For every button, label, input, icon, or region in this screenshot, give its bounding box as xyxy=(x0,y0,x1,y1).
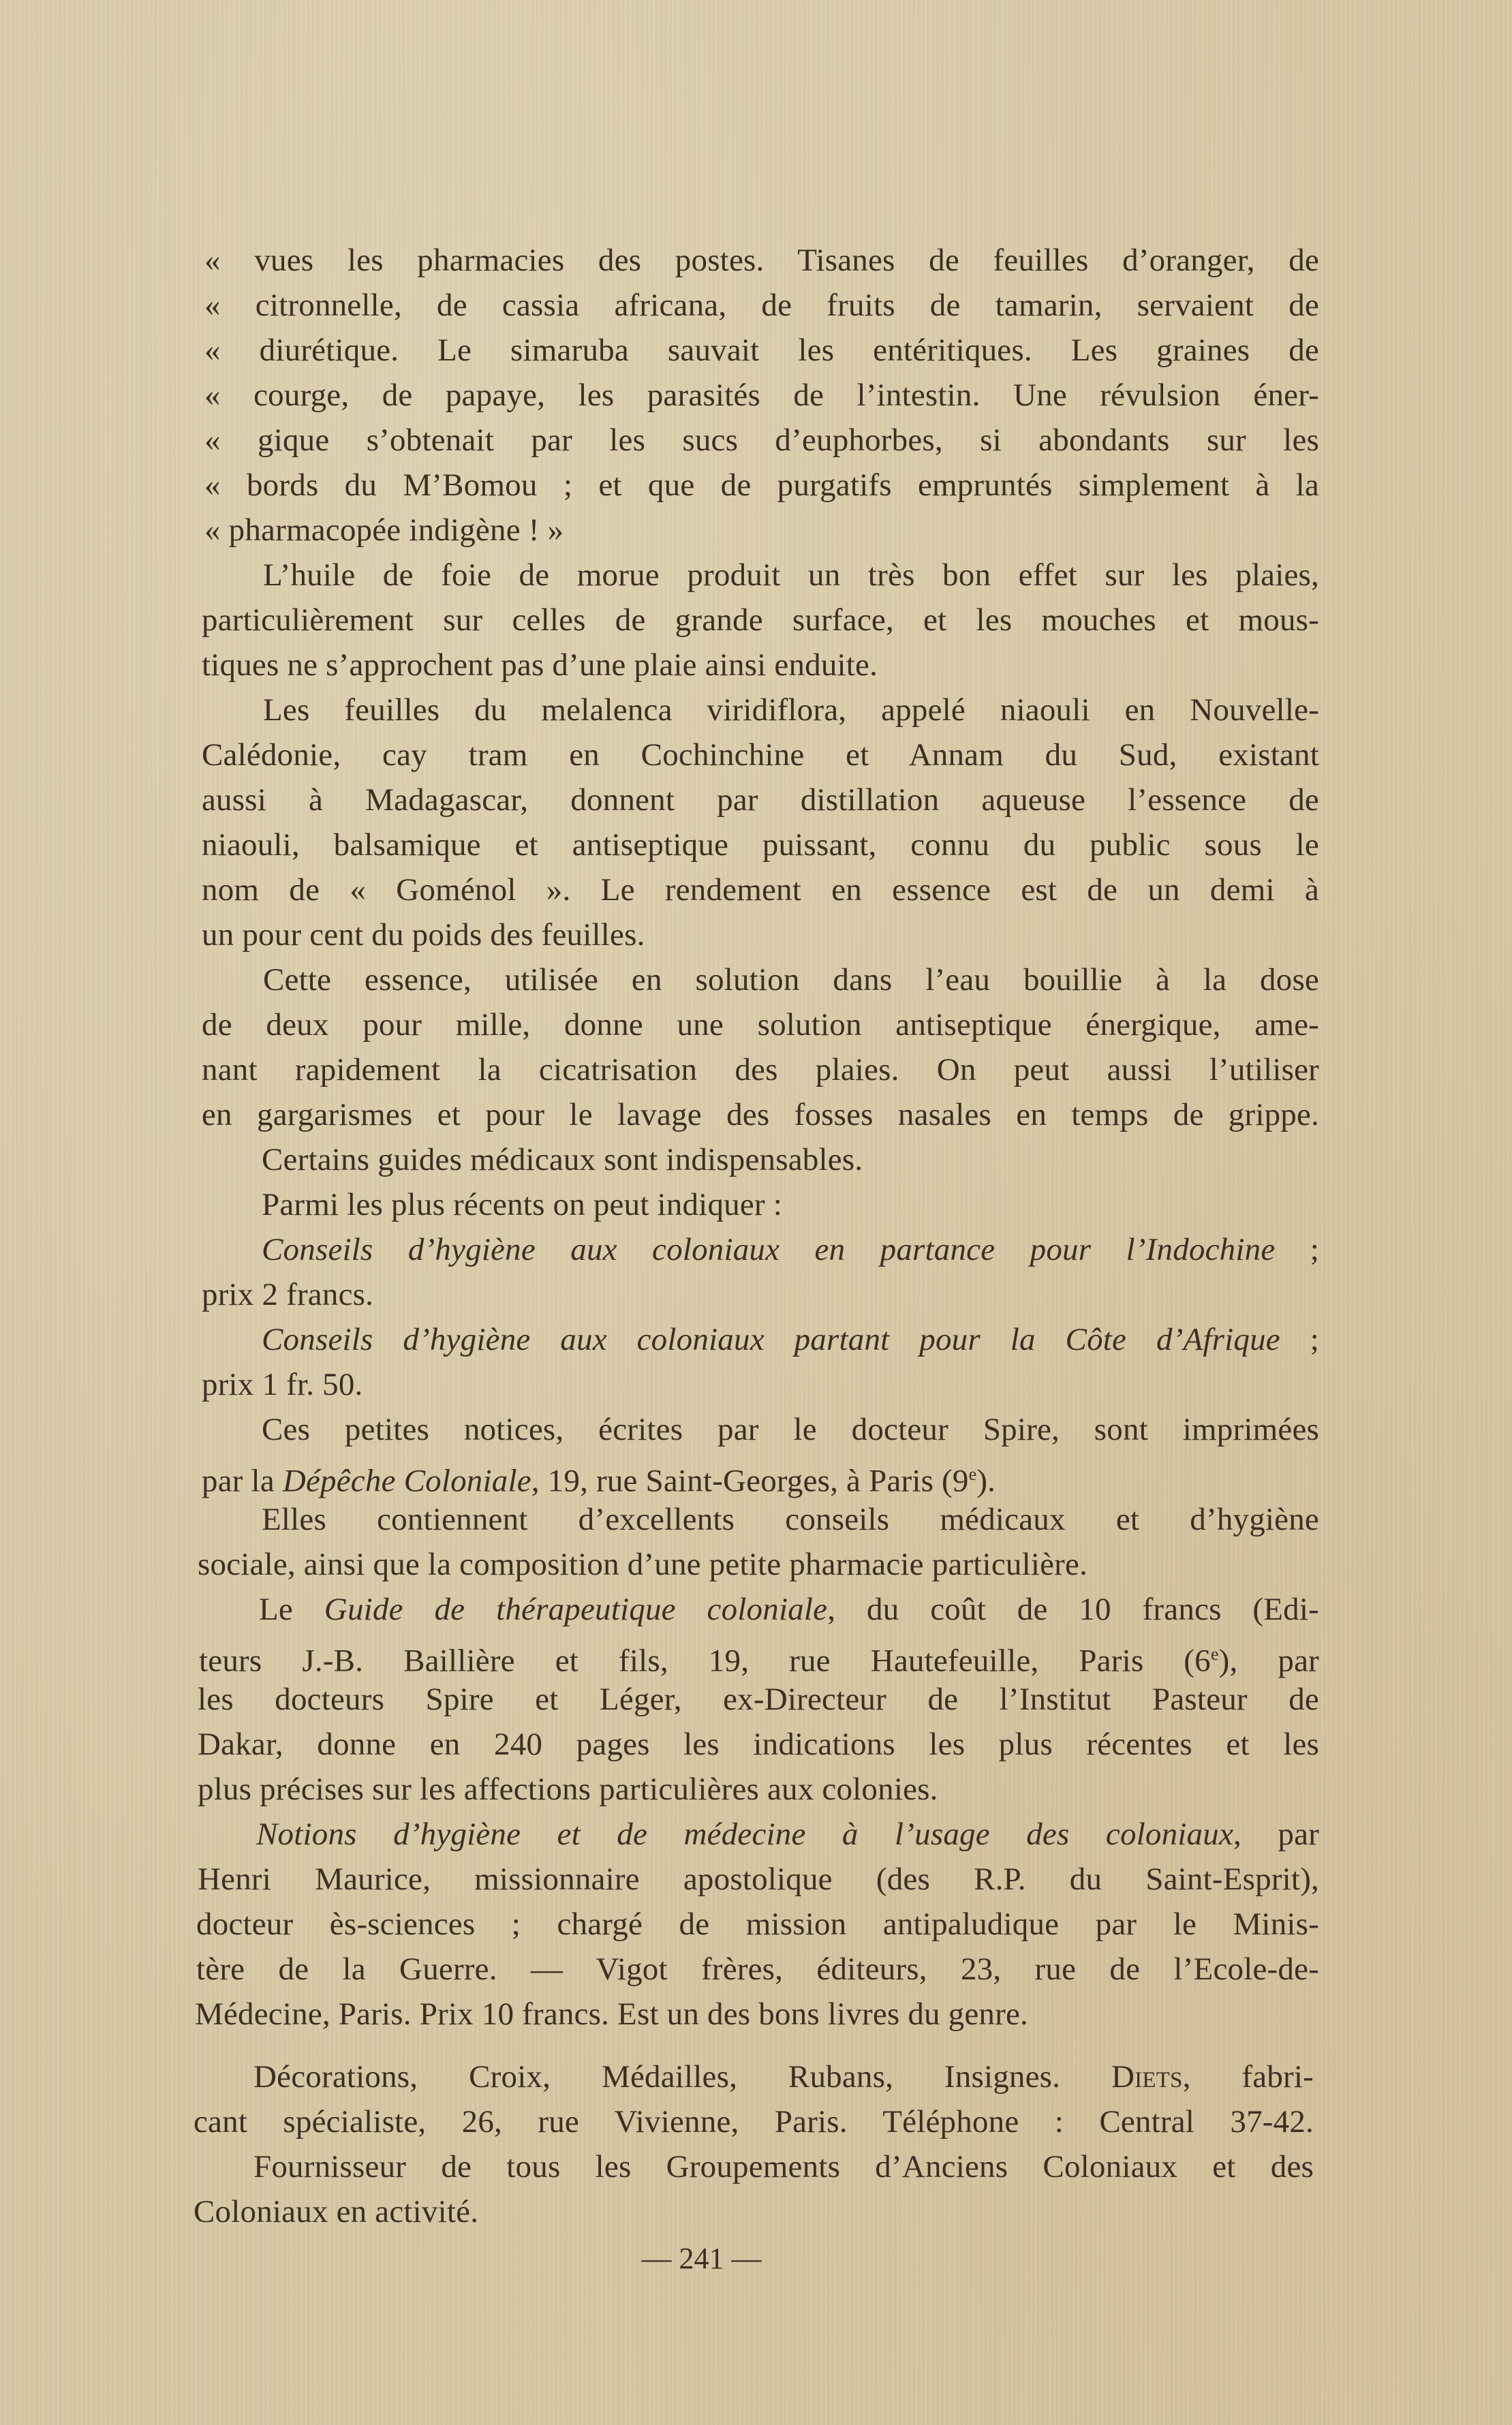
text-line: de deux pour mille, donne une solution antiseptique énergique, ame- xyxy=(202,1007,1319,1042)
text-line: « vues les pharmacies des postes. Tisanes de feuilles d’oranger, de xyxy=(204,243,1319,278)
text-line: plus précises sur les affections particulières aux colonies. xyxy=(198,1772,938,1807)
punctuation: ; xyxy=(1275,1232,1319,1267)
text-line xyxy=(259,1589,1319,1630)
text-line xyxy=(202,1454,1319,1499)
text-span: ). xyxy=(976,1463,996,1499)
text-span: , du coût de 10 francs (Edi- xyxy=(827,1592,1319,1627)
text-span: par la xyxy=(202,1463,283,1499)
text-line: Calédonie, cay tram en Cochinchine et Annam du Sud, existant xyxy=(202,737,1319,773)
text-line: Cette essence, utilisée en solution dans l’eau bouillie à la dose xyxy=(263,962,1319,998)
text-line: cant spécialiste, 26, rue Vivienne, Paris. Téléphone : Central 37-42. xyxy=(194,2104,1314,2140)
text-line xyxy=(199,1634,1319,1679)
text-span: Décorations, Croix, Médailles, Rubans, Insignes. xyxy=(253,2059,1111,2095)
book-title: Conseils d’hygiène aux coloniaux en partance pour l’Indochine xyxy=(262,1232,1276,1267)
book-title: Notions d’hygiène et de médecine à l’usage des coloniaux xyxy=(256,1817,1234,1852)
text-line: un pour cent du poids des feuilles. xyxy=(202,917,645,953)
page-number: — 241 — xyxy=(641,2242,762,2275)
text-line: « diurétique. Le simaruba sauvait les entéritiques. Les graines de xyxy=(204,333,1319,368)
text-line: « pharmacopée indigène ! » xyxy=(204,512,564,548)
superscript: e xyxy=(968,1464,977,1484)
text-line: « courge, de papaye, les parasités de l’intestin. Une révulsion éner- xyxy=(204,377,1319,413)
text-line: aussi à Madagascar, donnent par distillation aqueuse l’essence de xyxy=(202,782,1319,818)
text-span: , 19, rue Saint-Georges, à Paris (9 xyxy=(531,1463,969,1499)
text-span: , par xyxy=(1233,1817,1319,1852)
text-line: particulièrement sur celles de grande surface, et les mouches et mous- xyxy=(202,602,1319,638)
text-line xyxy=(262,1319,1319,1360)
publication-title: Dépêche Coloniale xyxy=(282,1463,531,1499)
text-span: , fabri- xyxy=(1182,2059,1314,2095)
text-line: « gique s’obtenait par les sucs d’euphorbes, si abondants sur les xyxy=(204,422,1319,458)
text-line: les docteurs Spire et Léger, ex-Directeur de l’Institut Pasteur de xyxy=(198,1682,1319,1717)
text-line: Elles contiennent d’excellents conseils médicaux et d’hygiène xyxy=(262,1502,1319,1537)
text-span: ), par xyxy=(1218,1643,1319,1679)
text-line: tère de la Guerre. — Vigot frères, éditeurs, 23, rue de l’Ecole-de- xyxy=(196,1951,1319,1987)
text-line: nom de « Goménol ». Le rendement en essence est de un demi à xyxy=(202,872,1319,908)
text-span: Le xyxy=(259,1592,324,1627)
text-line xyxy=(262,1229,1319,1270)
company-name: Diets xyxy=(1111,2059,1183,2095)
text-line: Médecine, Paris. Prix 10 francs. Est un des bons livres du genre. xyxy=(195,1996,1028,2032)
text-line: Henri Maurice, missionnaire apostolique (des R.P. du Saint-Esprit), xyxy=(198,1862,1319,1897)
text-line: Dakar, donne en 240 pages les indications les plus récentes et les xyxy=(198,1727,1319,1762)
text-line: sociale, ainsi que la composition d’une petite pharmacie particulière. xyxy=(198,1547,1088,1582)
text-line: prix 2 francs. xyxy=(202,1277,374,1312)
text-line: L’huile de foie de morue produit un très bon effet sur les plaies, xyxy=(263,557,1319,593)
punctuation: ; xyxy=(1280,1322,1319,1357)
text-line: niaouli, balsamique et antiseptique puissant, connu du public sous le xyxy=(202,827,1319,863)
superscript: e xyxy=(1210,1644,1219,1664)
book-title: Conseils d’hygiène aux coloniaux partant pour la Côte d’Afrique xyxy=(262,1322,1280,1357)
paragraph-recents: Parmi les plus récents on peut indiquer : xyxy=(262,1187,782,1222)
text-line: Les feuilles du melalenca viridiflora, appelé niaouli en Nouvelle- xyxy=(263,692,1319,728)
text-line: tiques ne s’approchent pas d’une plaie ainsi enduite. xyxy=(202,647,878,683)
text-line: Ces petites notices, écrites par le docteur Spire, sont imprimées xyxy=(262,1412,1319,1447)
text-line: en gargarismes et pour le lavage des fosses nasales en temps de grippe. xyxy=(202,1097,1319,1132)
text-line xyxy=(256,1814,1319,1855)
text-line: Fournisseur de tous les Groupements d’Anciens Coloniaux et des xyxy=(253,2149,1314,2184)
paragraph-guides: Certains guides médicaux sont indispensables. xyxy=(262,1142,863,1177)
text-line: nant rapidement la cicatrisation des plaies. On peut aussi l’utiliser xyxy=(202,1052,1319,1087)
text-span: teurs J.-B. Baillière et fils, 19, rue Hautefeuille, Paris (6 xyxy=(199,1643,1211,1679)
book-title: Guide de thérapeutique coloniale xyxy=(324,1592,828,1627)
text-line: Coloniaux en activité. xyxy=(194,2194,479,2229)
text-line: docteur ès-sciences ; chargé de mission antipaludique par le Minis- xyxy=(196,1906,1319,1942)
text-line: « citronnelle, de cassia africana, de fruits de tamarin, servaient de xyxy=(204,288,1319,323)
text-line: « bords du M’Bomou ; et que de purgatifs empruntés simplement à la xyxy=(204,467,1319,503)
text-line xyxy=(253,2056,1314,2097)
text-line: prix 1 fr. 50. xyxy=(202,1367,363,1402)
